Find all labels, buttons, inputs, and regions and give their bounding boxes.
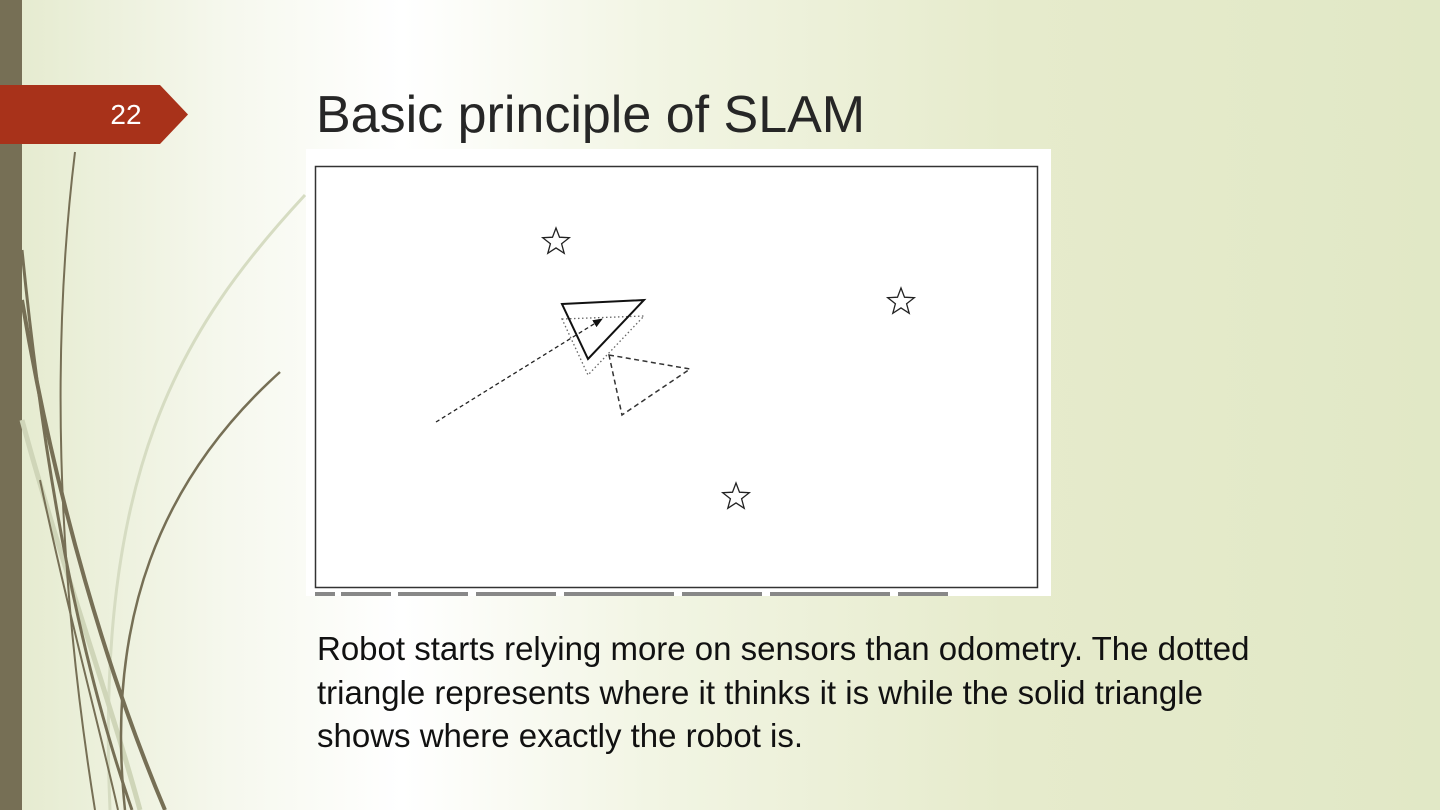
slide-number-tag bbox=[0, 85, 188, 144]
slide-body-text: Robot starts relying more on sensors than odometry. The dotted triangle represents where it thinks it is while the solid triangle shows where exactly the robot is. bbox=[317, 630, 1250, 754]
slam-figure bbox=[306, 149, 1051, 596]
slide-title: Basic principle of SLAM bbox=[316, 86, 866, 144]
previous-pose-triangle bbox=[609, 355, 690, 415]
landmark-star-icon bbox=[543, 228, 570, 253]
landmark-star-icon bbox=[888, 288, 915, 313]
landmark-star-icon bbox=[723, 483, 750, 508]
slide-number: 22 bbox=[110, 99, 142, 130]
figure-border bbox=[316, 167, 1038, 588]
believed-pose-triangle bbox=[562, 316, 644, 375]
odometry-path-arrow bbox=[436, 319, 602, 422]
figure-caption-fragment bbox=[315, 592, 948, 596]
